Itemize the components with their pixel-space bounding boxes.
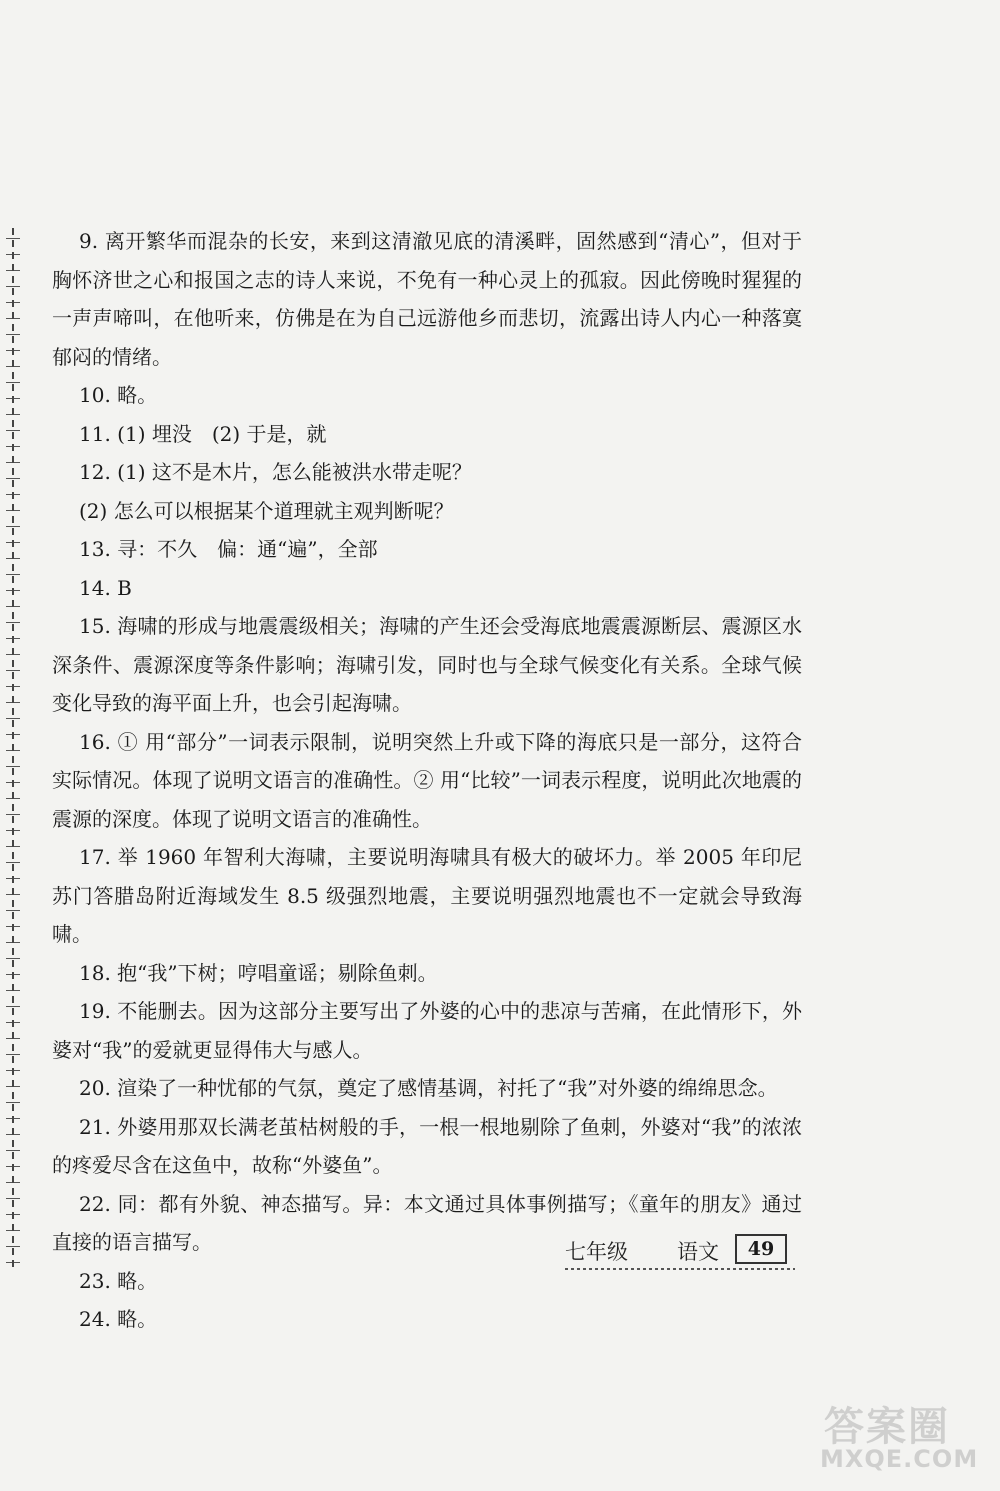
answer-list [52,222,802,1339]
answer-20: 20. 渲染了一种忧郁的气氛，奠定了感情基调，衬托了“我”对外婆的绵绵思念。 [79,1076,778,1100]
footer-dotted-rule [565,1268,795,1270]
answer-12-part-1: 12. (1) 这不是木片，怎么能被洪水带走呢？ [79,460,472,484]
answer-24: 24. 略。 [79,1307,158,1331]
footer-grade: 七年级 [565,1240,628,1264]
answer-21: 21. 外婆用那双长满老茧枯树般的手，一根一根地剔除了鱼刺，外婆对“我”的浓浓的疼爱尽含在这鱼中，故称“外婆鱼”。 [52,1114,802,1177]
page-number: 49 [735,1234,787,1264]
watermark-logo: 答案圈 [824,1404,950,1450]
watermark-url: MXQE.COM [820,1445,979,1473]
answer-10: 10. 略。 [79,383,158,407]
watermark [820,1395,990,1481]
answer-11: 11. (1) 埋没 (2) 于是，就 [79,421,327,446]
answer-18: 18. 抱“我”下树；哼唱童谣；剔除鱼刺。 [79,960,438,985]
answer-14: 14. B [79,575,132,600]
footer-subject: 语文 [677,1240,719,1264]
answer-15: 15. 海啸的形成与地震震级相关；海啸的产生还会受海底地震震源断层、震源区水深条件、震源深度等条件影响；海啸引发，同时也与全球气候变化有关系。全球气候变化导致的海平面上升，也会引起海啸。 [52,614,802,715]
answer-16: 16. ① 用“部分”一词表示限制，说明突然上升或下降的海底只是一部分，这符合实际情况。体现了说明文语言的准确性。② 用“比较”一词表示程度，说明此次地震的震源的深度。体现了说明文语言的准确性。 [52,729,802,831]
answer-22: 22. 同：都有外貌、神态描写。异：本文通过具体事例描写；《童年的朋友》通过直接的语言描写。 [52,1191,802,1254]
binding-margin-line [12,228,14,1268]
answer-9: 9. 离开繁华而混杂的长安，来到这清澈见底的清溪畔，固然感到“清心”，但对于胸怀济世之心和报国之志的诗人来说，不免有一种心灵上的孤寂。因此傍晚时猩猩的一声声啼叫，在他听来，仿佛是在为自己远游他乡而悲切，流露出诗人内心一种落寞郁闷的情绪。 [52,229,802,369]
answer-12-part-2: (2) 怎么可以根据某个道理就主观判断呢？ [79,498,454,523]
answer-17: 17. 举 1960 年智利大海啸，主要说明海啸具有极大的破坏力。举 2005 年印尼苏门答腊岛附近海域发生 8.5 级强烈地震，主要说明强烈地震也不一定就会导致海啸。 [52,845,802,946]
answer-19: 19. 不能删去。因为这部分主要写出了外婆的心中的悲凉与苦痛，在此情形下，外婆对“我”的爱就更显得伟大与感人。 [52,999,802,1062]
answer-13: 13. 寻：不久 偏：通“遍”，全部 [79,537,378,561]
answer-23: 23. 略。 [79,1268,158,1293]
page-footer [565,1234,795,1268]
